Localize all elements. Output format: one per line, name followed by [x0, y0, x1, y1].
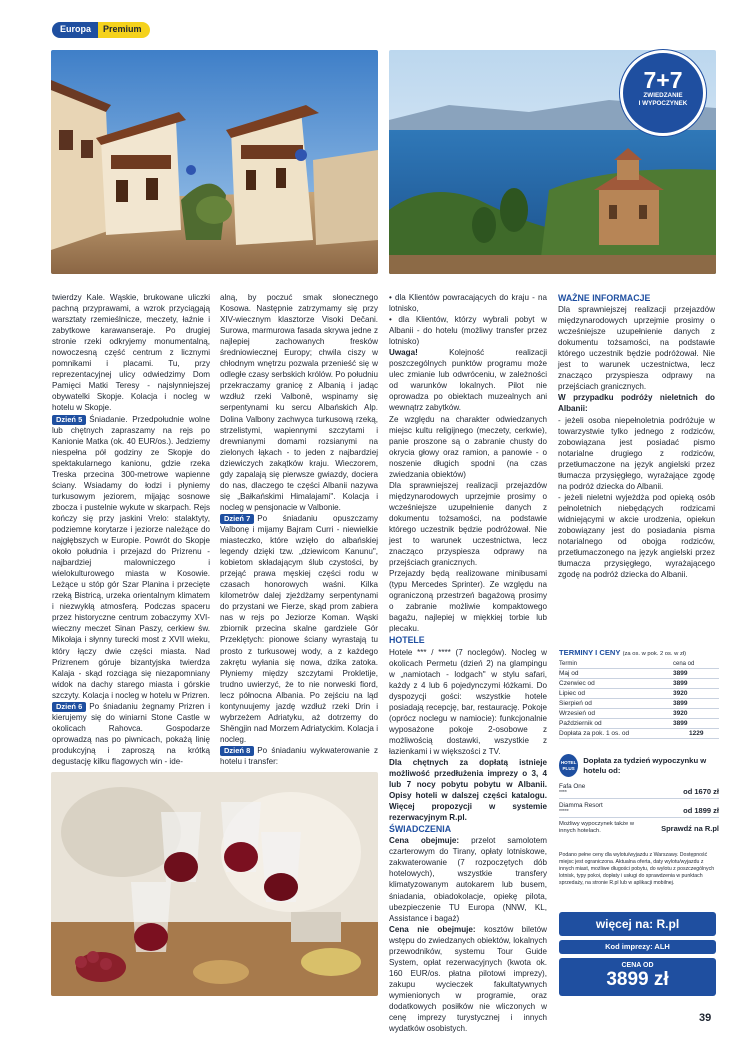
day7-label: Dzień 7: [220, 514, 254, 524]
hotel-row: Diamma Resort ***** od 1899 zł: [559, 802, 719, 818]
prices-section: [559, 648, 719, 739]
prices-heading: TERMINY I CENY: [559, 648, 621, 657]
nie-obejmuje-label: Cena nie obejmuje:: [389, 924, 476, 934]
table-row: Maj od 3899: [559, 669, 719, 679]
region-label: Europa: [52, 22, 98, 38]
obejmuje-label: Cena obejmuje:: [389, 836, 460, 846]
extension-title: Dopłata za tydzień wypoczynku w hotelu od:: [583, 756, 707, 775]
prices-subheading: (za os. w pok. 2 os. w zł): [622, 651, 687, 657]
column-4: [558, 292, 715, 580]
more-on-rpl-button[interactable]: więcej na: R.pl: [559, 912, 716, 936]
obejmuje-text: przelot samolotem czarterowym do Tirany, opłaty lotniskowe, zakwaterowanie (7 rozpoczętych dób hotelowych), wszystkie transfery klimatyzowanym autokarem lub busem, śniadania, obiadokolacje, opiekę pilota, ubezpieczenie TU Europa (NNW, KL, Assistance i bagaż): [389, 836, 547, 923]
check-on-rpl-link[interactable]: Sprawdź na R.pl: [661, 823, 719, 833]
table-row: Lipiec od 3920: [559, 689, 719, 699]
col-header-term: Termin: [559, 661, 578, 667]
page-number: 39: [699, 1012, 712, 1024]
col-header-price: cena od: [673, 661, 695, 667]
column-1: [52, 292, 210, 767]
table-row: Wrzesień od 3920: [559, 709, 719, 719]
day8-text: Po śniadaniu wykwaterowanie z hotelu i transfer:: [220, 745, 378, 766]
column-3: [389, 292, 547, 1034]
important-info-heading: WAŻNE INFORMACJE: [558, 293, 651, 303]
prices-table: [559, 659, 719, 739]
hotel-plus-logo: HOTEL PLUS: [559, 754, 578, 777]
col3-dress: Ze względu na charakter odwiedzanych miejsc kultu religijnego (meczety, cerkwie), panie proszone są o zabranie chusty do okrycia głowy oraz ramion, a panowie - o noszenie długich spodni (na czas zwiedzania obiektów): [389, 414, 547, 479]
hotele-heading: HOTELE: [389, 635, 425, 646]
badge-line2: I WYPOCZYNEK: [638, 100, 688, 107]
uwaga-label: Uwaga!: [389, 348, 418, 358]
price-from-box: [559, 958, 716, 996]
col3-extension: Dla chętnych za dopłatą istnieje możliwość przedłużenia imprezy o 3, 4 lub 7 nocy pobytu pobytu w Albanii. Opisy hoteli w dalszej części katalogu. Więcej propozycji w systemie rezerwacyjnym R.pl.: [389, 757, 547, 823]
day6-text: Po śniadaniu żegnamy Prizren i kierujemy się do winiarni Stone Castle w okolicach Rahovca. Gospodarze oprowadzą nas po piwnicach, pokażą linię produkcyjną i zaproszą na krótką degustację kilku flagowych win - ide-: [52, 701, 210, 766]
swiadczenia-heading: ŚWIADCZENIA: [389, 824, 452, 835]
col4-minor-2: - jeżeli nieletni wyjeżdża pod opieką osób pełnoletnich niebędących rodzicami widniejącymi w akcie urodzenia, opiekun zobowiązany jest do posiadania pisma notarialnego od obojga rodziców, przetłumaczonego na język angielski przez tłumacza przysięgłego, wyrażającego zgodę na podróż dziecka do Albanii.: [558, 492, 715, 580]
col3-bullet1: • dla Klientów powracających do kraju - na lotnisko,: [389, 293, 547, 314]
col3-uwaga-text: Kolejność realizacji poszczególnych punktów programu może ulec zmianie lub odwróceniu, w zależności od warunków lokalnych. Pilot nie oprowadza po obiektach muzealnych ani wewnątrz zabytków.: [389, 348, 547, 413]
badge-line1: ZWIEDZANIE: [643, 92, 683, 99]
col4-docs: Dla sprawniejszej realizacji przejazdów międzynarodowych uprzejmie prosimy o wcześniejsze uzupełnienie danych z dokumentu tożsamości, na podstawie którego uczestnik będzie podróżował. Nie jest to warunek uczestnictwa, lecz znacząco przyspiesza odprawy na przejściach granicznych.: [558, 305, 715, 392]
category-tag: [52, 22, 150, 38]
column-2: [220, 292, 378, 767]
minor-heading: W przypadku podróży nieletnich do Albanii:: [558, 393, 715, 414]
tour-type-badge: [620, 50, 706, 136]
price-from-label: CENA OD: [621, 962, 654, 969]
col3-hotele: Hotele *** / **** (7 noclegów). Nocleg w okolicach Permetu (dzień 2) na glampingu w „namiotach - lodgach" w stylu safari, każdy z 4 lub 6 pojedynczymi łóżkami. Do dyspozycji gości: wszystkie hotele posiadają recepcję, bar, restaurację. Pokoje (oprócz noclegu w namiocie): funkcjonalnie wyposażone pokoje 2-osobowe z możliwością dostawki, wszystkie z łazienkami i w większości z TV.: [389, 647, 547, 756]
col3-docs: Dla sprawniejszej realizacji przejazdów międzynarodowych uprzejmie prosimy o wcześniejsze uzupełnienie danych z dokumentu tożsamości, na podstawie którego uczestnik będzie podróżował. Nie jest to warunek uczestnictwa, lecz znacząco przyspiesza odprawy na przejściach granicznych.: [389, 480, 547, 568]
table-row: Październik od 3899: [559, 719, 719, 729]
hotel-row: Fafa One **** od 1670 zł: [559, 783, 719, 799]
day6-label: Dzień 6: [52, 702, 86, 712]
day5-text: Śniadanie. Przedpołudnie wolne lub chętnych zapraszamy na rejs po Kanionie Matka (ok. 40 EUR/os.). Jedziemy niespełna pół godziny ze Skopje do spektakularnego kanionu, gdzie rzeka Treska przecina 300-metrowe wapienne ściany. Wsiadamy do łodzi i płyniemy turkusowym jeziorem, mijając sosnowe zbocza i pustelnie wykute w skarpach. Rejs kończy się przy jaskini Vrelo: stalaktyty, podziemne korytarze i jeziorze należące do najgłębszych w Europie. Powrót do Skopje około południa i przejazd do Prizrenu - najbardziej malowniczego i wielokulturowego miasta w Kosowie. Leżące u stóp gór Szar Planina i przecięte rzeką Bistricą, urzeka orientalnym klimatem i niezwykłą atmosferą. Podczas spaceru przez historyczne centrum zobaczymy XVI-wieczny meczet Sinan Paszy, cerkiew św. Mikołaja i słynny turecki most z XVII wieku, który łączy dwie części miasta. Nad Prizrenem góruje bizantyjska twierdza Kalaja - skąd rozciąga się niezapomniany widok na dachy starego miasta i górskie szczyty. Kolacja i nocleg w hotelu w Prizren.: [52, 414, 210, 700]
photo-old-town: [51, 50, 378, 274]
price-from-value: 3899 zł: [606, 969, 669, 990]
tour-code: Kod imprezy: ALH: [559, 940, 716, 954]
table-row: Czerwiec od 3899: [559, 679, 719, 689]
col4-minor-1: - jeżeli osoba niepełnoletnia podróżuje w towarzystwie tylko jednego z rodziców, zobowiązana jest posiadać pismo notarialne drugiego z rodziców, przetłumaczone na język angielski przez tłumacza przysięgłego, wyrażające zgodę na podróż dziecka do Albanii.: [558, 415, 715, 491]
single-room-row: Dopłata za pok. 1 os. od 1229: [559, 729, 719, 739]
day8-label: Dzień 8: [220, 746, 254, 756]
tier-label: Premium: [98, 22, 150, 38]
day7-text: Po śniadaniu opuszczamy Valbonę i mijamy Bajram Curri - niewielkie miasteczko, które wzięło do albańskiej legendy dzięki tzw. „dziewicom Kanunu", kobietom składającym ślub czystości, by przejąć prawa męskiej części rodu w czasach honorowych waśni. Kilka kilometrów dalej zjeżdżamy serpentynami do przystani we Fierze, skąd prom zabiera nas w rejs po Jeziorze Koman. Wąski zbiornik przecina skalne gardziele Gór Przeklętych: pionowe ściany wyrastają tu prosto z turkusowej wody, a z każdego zakrętu wyłania się nowa, dzika zatoka. Płyniemy między szczytami Prokletije, trudno uwierzyć, że to nie norweski fiord, lecz północna Albania. Po zejściu na ląd kontynuujemy jazdę wzdłuż rzeki Drin i wybrzeżem Adriatyku, aż dotrzemy do Shëngjin nad Morzem Adriatyckim. Kolacja i nocleg.: [220, 513, 378, 744]
table-row: Sierpień od 3899: [559, 699, 719, 709]
badge-number: 7+7: [643, 67, 683, 93]
photo-wine-toast: [51, 772, 378, 996]
day5-label: Dzień 5: [52, 415, 86, 425]
col1-intro: twierdzy Kale. Wąskie, brukowane uliczki pachną przyprawami, a wzrok przyciągają warsztaty rzemieślnicze, meczety, łaźnie i zabytkowe karawanseraje. Po drugiej stronie rzeki odkryjemy monumentalną, nowoczesną część centrum z licznymi pomnikami i placami. Tu, przy reprezentacyjnej ulicy odwiedzimy Dom Pamięci Matki Teresy - najsłynniejszej obywatelki Skopje. Kolacja i nocleg w hotelu w Skopje.: [52, 293, 210, 413]
nie-obejmuje-text: kosztów biletów wstępu do zwiedzanych obiektów, lokalnych przewodników, systemu Tour Guide System, opłat rezerwacyjnych (kwota ok. 160 EUR/os. płatna pilotowi imprezy), zakupu wycieczek fakultatywnych wymienionych w programie, oraz dodatkowych posiłków nie wliczonych w cenę imprezy turystycznej i innych wydatków osobistych.: [389, 924, 548, 1034]
extension-box: [559, 754, 719, 835]
col3-bullet2: • dla Klientów, którzy wybrali pobyt w Albanii - do hotelu (możliwy transfer przez lotnisko): [389, 315, 547, 347]
more-hotels-label: Możliwy wypoczynek także w innych hotelach.: [559, 821, 635, 834]
col2-intro: alną, by poczuć smak słonecznego Kosowa. Następnie zatrzymamy się przy XIV-wiecznym klasztorze Visoki Dečani. Surowa, marmurowa fasada skrywa jedne z najlepiej zachowanych fresków średniowiecznej Europy; chwila ciszy w chłodnym wnętrzu pozwala przenieść się w odległe czasy serbskich królów. Po południu przekraczamy granicę z Albanią i jadąc wzdłuż rzeki Valbonë, wspinamy się serpentynami ku sercu Albańskich Alp. Dolina Valbony zachwyca turkusową rzeką, strzelistymi, wapiennymi szczytami i drewnianymi domami rozsianymi na zielonych łąkach - to jeden z najbardziej dziewiczych zakątków kraju. Wieczorem, gdy zapalają się pierwsze gwiazdy, dociera do nas, dlaczego te części Albanii nazywa się „Bałkańskimi Himalajami". Kolacja i nocleg w pensjonacie w Valbonie.: [220, 293, 378, 512]
col3-transport: Przejazdy będą realizowane minibusami (typu Mercedes Sprinter). Ze względu na ograniczoną przestrzeń bagażową prosimy o zabranie możliwie kompaktowego bagażu, najlepiej w miękkiej torbie lub plecaku.: [389, 569, 547, 634]
price-notes: Podano pełne ceny dla wylotu/wyjazdu z Warszawy. Dostępność miejsc jest ograniczona. Aktualna oferta, daty wylotu/wyjazdu z innych miast, możliwe długości pobytu, do wylotu z poszczególnych lotnisk, typy pokoi, dopłaty i usługi do sprawdzenia w punktach sprzedaży, na stronie R.pl lub w aplikacji mobilnej.: [559, 852, 715, 886]
